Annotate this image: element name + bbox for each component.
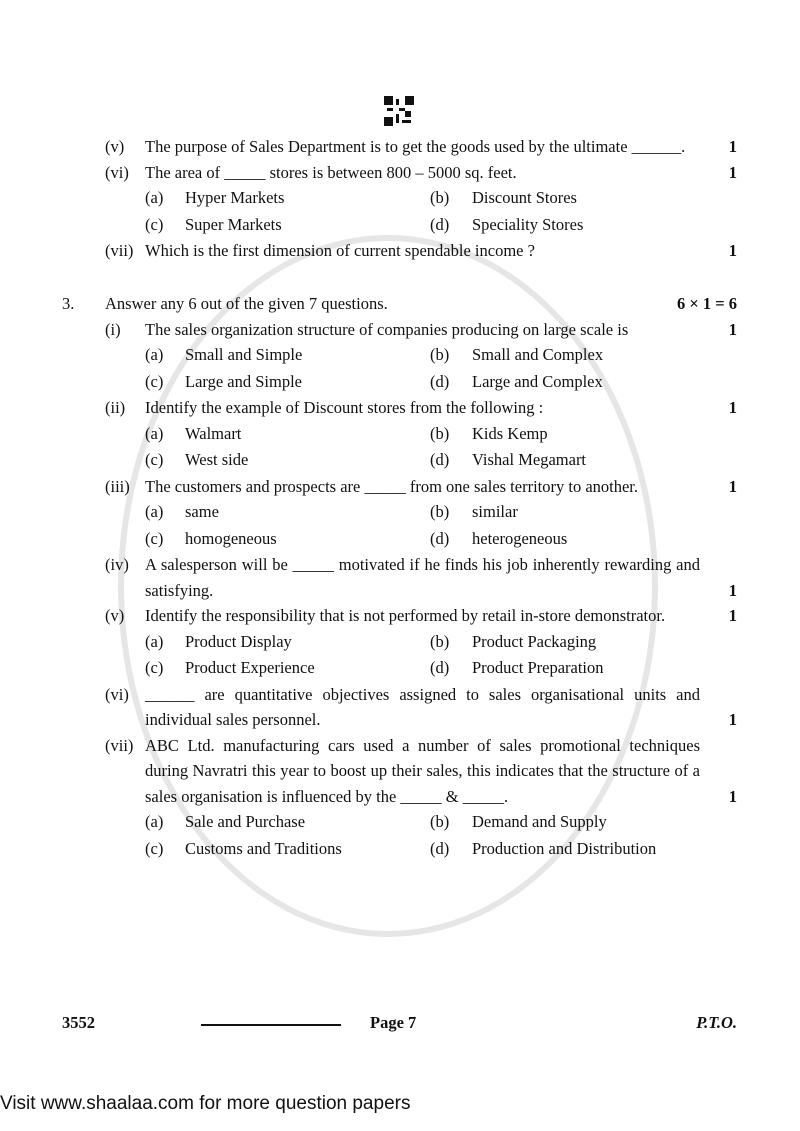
option-letter: (d) [430, 838, 450, 858]
question-text: ______ are quantitative objectives assigned to sales organisational units and individual sales personnel. [145, 684, 700, 729]
option-letter: (a) [145, 631, 164, 651]
option-letter: (b) [430, 423, 450, 443]
question-number: (v) [105, 137, 125, 156]
option-letter: (b) [430, 631, 450, 651]
question-mark-value: 1 [728, 319, 737, 339]
option-letter: (c) [145, 658, 164, 677]
option-text: Walmart [185, 423, 242, 443]
option-text: same [185, 502, 219, 521]
option-letter: (a) [145, 812, 164, 831]
question-item [0, 317, 800, 343]
option-letter: (c) [145, 214, 164, 234]
question-item [0, 603, 800, 629]
question-number: (vii) [105, 735, 134, 755]
option-letter: (b) [430, 188, 450, 207]
option-letter: (c) [145, 838, 164, 858]
option-text: Small and Simple [185, 345, 303, 364]
footer-divider [201, 1024, 341, 1026]
question-3-heading [0, 291, 800, 317]
pto-label: P.T.O. [696, 1013, 737, 1032]
question-text: The sales organization structure of companies producing on large scale is [145, 319, 629, 339]
question-mark-value: 1 [728, 241, 737, 260]
options-row [0, 629, 800, 656]
option-text: Product Experience [185, 658, 315, 677]
option-text: Hyper Markets [185, 188, 285, 207]
option-text: Sale and Purchase [185, 812, 306, 831]
question-text: The area of _____ stores is between 800 – 5000 sq. feet. [145, 162, 517, 182]
question-item [0, 474, 800, 500]
option-text: Large and Complex [472, 371, 603, 391]
option-letter: (a) [145, 188, 164, 207]
option-letter: (d) [430, 371, 450, 391]
question-text: Identify the example of Discount stores from the following : [145, 398, 544, 417]
option-letter: (c) [145, 371, 164, 391]
question-3-marks: 6 × 1 = 6 [676, 293, 737, 313]
option-text: heterogeneous [472, 528, 568, 548]
options-row [0, 526, 800, 553]
option-text: Product Preparation [472, 658, 604, 677]
question-3-number: 3. [62, 293, 75, 313]
question-number: (ii) [105, 398, 126, 417]
options-row [0, 185, 800, 212]
option-text: similar [472, 502, 518, 521]
question-mark-value: 1 [728, 606, 737, 625]
option-letter: (b) [430, 812, 450, 831]
question-number: (vi) [105, 684, 129, 704]
option-text: Super Markets [185, 214, 282, 234]
question-mark-value: 1 [728, 710, 737, 729]
question-item [0, 238, 800, 264]
question-item [0, 395, 800, 421]
option-letter: (c) [145, 528, 164, 548]
options-row [0, 212, 800, 239]
question-item [0, 134, 800, 160]
option-text: Product Packaging [472, 631, 597, 651]
question-number: (iv) [105, 555, 129, 574]
option-text: West side [185, 450, 249, 469]
question-mark-value: 1 [728, 476, 737, 496]
question-3-instruction: Answer any 6 out of the given 7 questions. [105, 293, 388, 313]
option-text: Vishal Megamart [472, 450, 587, 469]
option-letter: (b) [430, 502, 450, 521]
question-mark-value: 1 [728, 398, 737, 417]
option-letter: (a) [145, 345, 164, 364]
options-row [0, 369, 800, 396]
options-row [0, 655, 800, 682]
question-item [0, 552, 800, 603]
option-text: Demand and Supply [472, 812, 607, 831]
question-text: Identify the responsibility that is not performed by retail in-store demonstrator. [145, 606, 666, 625]
question-number: (vii) [105, 241, 134, 260]
option-text: Speciality Stores [472, 214, 584, 234]
options-row [0, 447, 800, 474]
option-letter: (d) [430, 450, 450, 469]
option-letter: (a) [145, 502, 164, 521]
option-letter: (c) [145, 450, 164, 469]
options-row [0, 809, 800, 836]
question-text: The purpose of Sales Department is to get the goods used by the ultimate ______. [145, 137, 686, 156]
option-text: Discount Stores [472, 188, 577, 207]
option-text: homogeneous [185, 528, 277, 548]
option-letter: (d) [430, 214, 450, 234]
question-item [0, 160, 800, 186]
question-item [0, 682, 800, 733]
option-text: Customs and Traditions [185, 838, 342, 858]
option-text: Product Display [185, 631, 292, 651]
question-mark-value: 1 [728, 137, 737, 156]
question-text: Which is the first dimension of current spendable income ? [145, 241, 535, 260]
option-text: Kids Kemp [472, 423, 548, 443]
option-letter: (d) [430, 528, 450, 548]
options-row [0, 499, 800, 526]
question-text: ABC Ltd. manufacturing cars used a number of sales promotional techniques during Navratri this year to boost up their sales, this indicates that the structure of a sales organisation is influenced by the _____ & _____. [145, 735, 700, 806]
question-text: The customers and prospects are _____ from one sales territory to another. [145, 476, 639, 496]
option-letter: (b) [430, 345, 450, 364]
page-number: Page 7 [370, 1013, 417, 1032]
question-number: (vi) [105, 162, 129, 182]
options-row [0, 342, 800, 369]
option-letter: (a) [145, 423, 164, 443]
question-mark-value: 1 [728, 786, 737, 806]
question-2-continued [0, 134, 800, 264]
option-text: Small and Complex [472, 345, 604, 364]
question-number: (iii) [105, 476, 130, 496]
question-number: (v) [105, 606, 125, 625]
qr-code-icon [384, 96, 414, 126]
paper-code: 3552 [62, 1013, 95, 1032]
options-row [0, 836, 800, 863]
question-mark-value: 1 [728, 162, 737, 182]
option-letter: (d) [430, 658, 450, 677]
question-item [0, 733, 800, 810]
visit-banner: Visit www.shaalaa.com for more question papers [0, 1093, 411, 1114]
question-text: A salesperson will be _____ motivated if he finds his job inherently rewarding and satisfying. [145, 555, 700, 600]
question-number: (i) [105, 319, 121, 339]
option-text: Production and Distribution [472, 838, 657, 858]
options-row [0, 421, 800, 448]
question-mark-value: 1 [728, 580, 737, 600]
option-text: Large and Simple [185, 371, 302, 391]
